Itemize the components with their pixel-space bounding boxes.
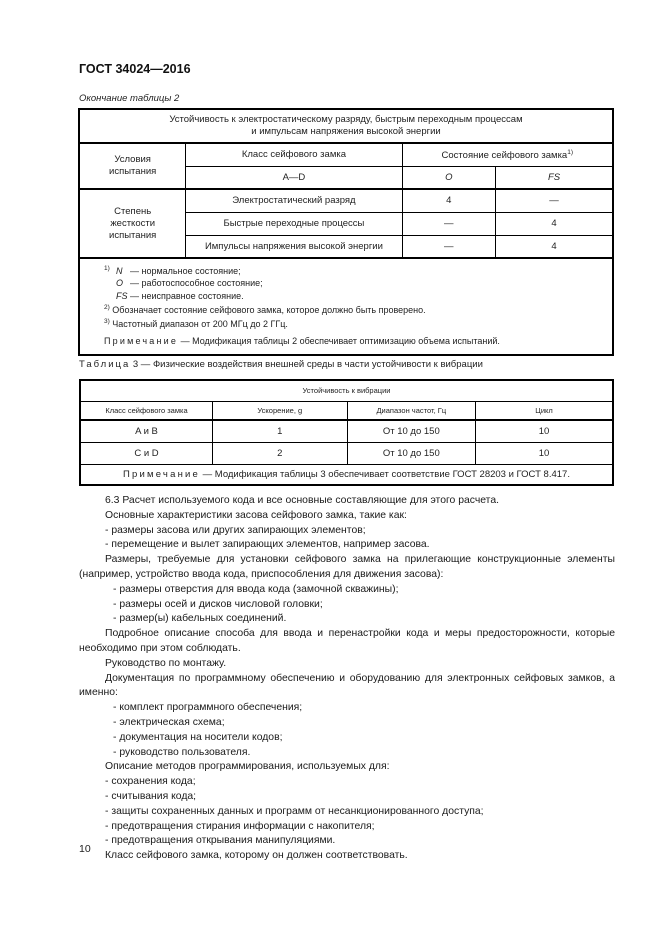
table2-row-fs: 4 [496,235,613,258]
paragraph: Основные характеристики засова сейфового замка, такие как: [105,509,407,521]
table3-cell: 10 [476,442,613,464]
table3-note-text: — Модификация таблицы 3 обеспечивает соответствие ГОСТ 28203 и ГОСТ 8.417. [200,468,570,480]
table2-note-label: Примечание [104,336,179,347]
table2-sub-o: O [402,166,496,189]
paragraph: Подробное описание способа для ввода и перенастройки кода и меры предосторожности, которые необходимо при этом соблюдать. [79,628,615,654]
list-item: - размеры засова или других запирающих элементов; [105,524,366,536]
list-item: - документация на носители кодов; [113,731,283,743]
list-item: - сохранения кода; [105,776,196,788]
footnote-1-mark: 1) [104,265,110,272]
table2-col-state-footnote-mark: 1) [567,148,574,156]
footnote-3 [104,316,612,330]
table3-cell: C и D [80,442,213,464]
footnote-2 [104,302,612,316]
table2-row-fs: — [496,189,613,212]
list-item: - размеры отверстия для ввода кода (замочной скважины); [113,583,399,595]
footnote-1 [104,263,612,277]
paragraph: Класс сейфового замка, которому он должен соответствовать. [105,850,408,862]
table3-caption-text: 3 — Физические воздействия внешней среды в части устойчивости к вибрации [130,359,483,370]
footnote-2-text: Обозначает состояние сейфового замка, которое должно быть проверено. [112,304,426,315]
table2-col-class: Класс сейфового замка [186,143,402,166]
list-item: - комплект программного обеспечения; [113,702,303,714]
table2-row-name: Импульсы напряжения высокой энергии [186,235,402,258]
table2-sub-class: A—D [186,166,402,189]
table2-footnotes [79,258,613,355]
footnote-1-text: — неисправное состояние. [130,290,244,301]
list-item: - руководство пользователя. [113,746,251,758]
table2-row-o: 4 [402,189,496,212]
paragraph: Размеры, требуемые для установки сейфового замка на прилегающие конструкционные элементы (например, устройство ввода кода, приспособления для движения засова): [79,554,615,580]
table2-title-line1: Устойчивость к электростатическому разряду, быстрым переходным процессам [169,114,523,125]
table2-col-state-label: Состояние сейфового замка [441,149,568,161]
footnote-1-item [116,290,612,302]
list-item: - электрическая схема; [113,716,225,728]
table3-note [80,464,613,485]
table2-note-text: — Модификация таблицы 2 обеспечивает оптимизацию объема испытаний. [178,336,500,347]
table3-header: Ускорение, g [213,401,348,420]
footnote-1-symbol: FS [116,290,128,301]
table2-row-o: — [402,235,496,258]
footnote-1-text: — работоспособное состояние; [130,278,263,289]
table3-caption-label: Таблица [79,359,131,370]
list-item: - считывания кода; [105,790,197,802]
document-standard-id: ГОСТ 34024—2016 [79,62,191,76]
table3-caption [79,359,483,370]
paragraph: Руководство по монтажу. [105,657,227,669]
table3 [79,379,614,486]
table3-note-label: Примечание [123,468,201,480]
table3-title: Устойчивость к вибрации [80,380,613,401]
list-item: - предотвращения открывания манипуляциями. [105,835,336,847]
footnote-3-text: Частотный диапазон от 200 МГц до 2 ГГц. [112,319,288,330]
table2-row-group-label [79,189,186,258]
table3-header: Диапазон частот, Гц [347,401,476,420]
table3-cell: 10 [476,420,613,442]
table3-cell: 1 [213,420,348,442]
table2-col-conditions [79,143,186,189]
table2 [78,108,614,356]
list-item: - размеры осей и дисков числовой головки; [113,598,323,610]
table3-header: Цикл [476,401,613,420]
paragraph: Документация по программному обеспечению и оборудованию для электронных сейфовых замков, а именно: [79,672,615,699]
table2-col-conditions-label: Условия испытания [109,154,157,177]
body-text [79,494,615,864]
table3-cell: 2 [213,442,348,464]
footnote-1-item [116,277,612,289]
paragraph: Описание методов программирования, используемых для: [105,761,390,773]
table2-row-fs: 4 [496,212,613,235]
paragraph-6-3: 6.3 Расчет используемого кода и все основные составляющие для этого расчета. [105,495,499,506]
table2-note [104,335,612,347]
footnote-1-symbol: N [116,266,123,276]
table2-row-o: — [402,212,496,235]
list-item: - перемещение и вылет запирающих элементов, например засова. [105,539,430,551]
table2-title-line2: и импульсам напряжения высокой энергии [251,126,441,137]
page-number: 10 [79,843,91,855]
footnote-1-text: — нормальное состояние; [130,266,241,276]
footnote-3-mark: 3) [104,318,110,326]
table3-cell: От 10 до 150 [347,442,476,464]
footnote-1-symbol: O [116,278,124,289]
table2-col-state [402,143,613,166]
table2-continuation-label: Окончание таблицы 2 [79,93,180,104]
list-item: - размер(ы) кабельных соединений. [113,613,287,625]
list-item: - предотвращения стирания информации с накопителя; [105,820,375,832]
table3-cell: A и B [80,420,213,442]
footnote-2-mark: 2) [104,303,110,311]
table2-row-name: Электростатический разряд [186,189,402,212]
table2-sub-fs: FS [496,166,613,189]
table2-title [79,109,613,143]
table3-header: Класс сейфового замка [80,401,213,420]
table3-cell: От 10 до 150 [347,420,476,442]
table2-row-name: Быстрые переходные процессы [186,212,402,235]
list-item: - защиты сохраненных данных и программ от несанкционированного доступа; [105,805,484,817]
table2-row-group-label-text: Степень жесткости испытания [109,205,157,241]
